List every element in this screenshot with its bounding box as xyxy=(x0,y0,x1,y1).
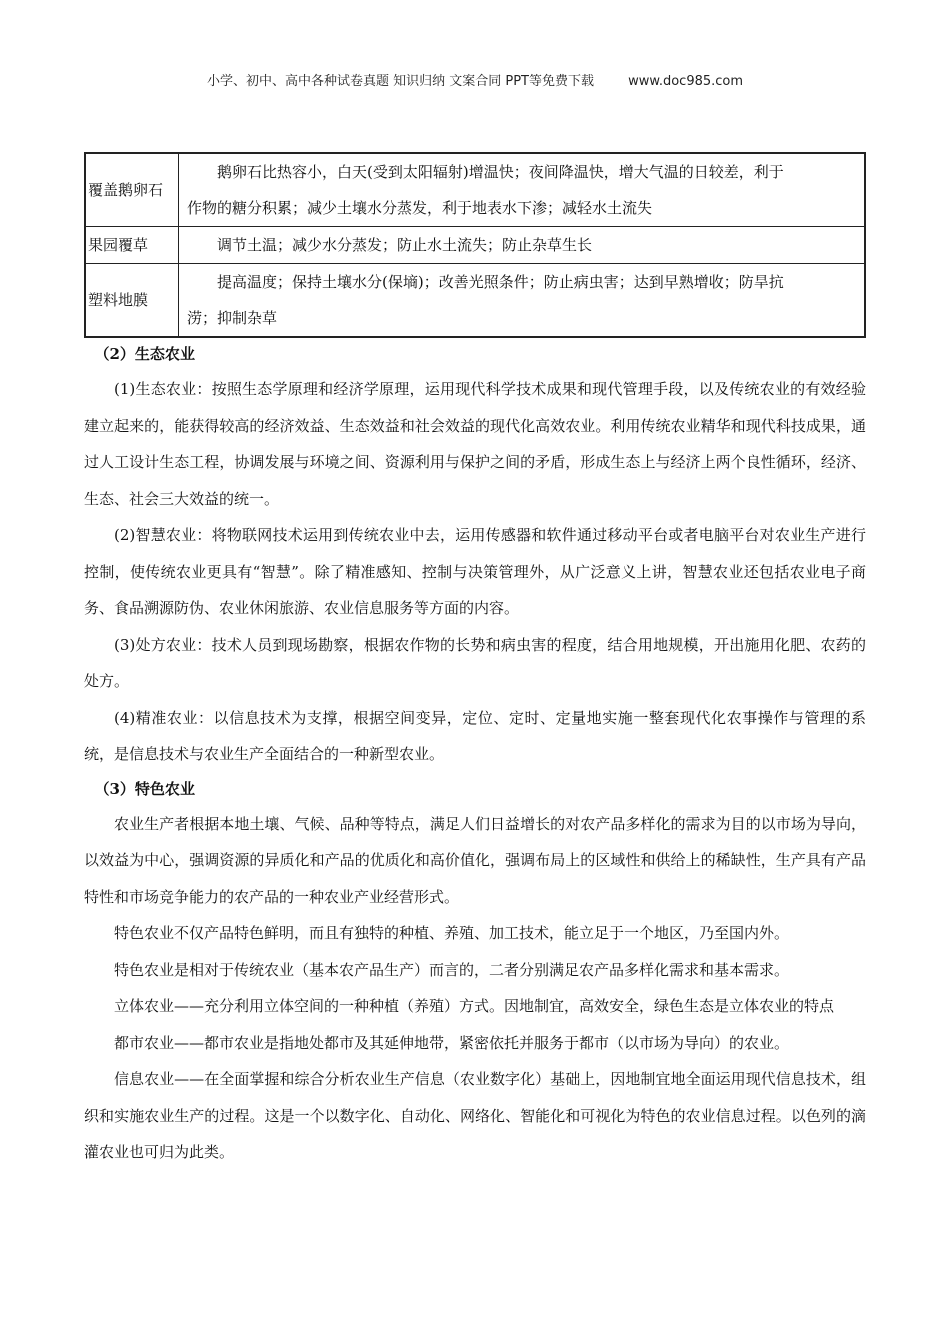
table-row xyxy=(85,264,865,338)
paragraph: 农业生产者根据本地土壤、气候、品种等特点，满足人们日益增长的对农产品多样化的需求为目的以市场为导向，以效益为中心，强调资源的异质化和产品的优质化和高价值化，强调布局上的区域性和供给上的稀缺性，生产具有产品特性和市场竞争能力的农产品的一种农业产业经营形式。 xyxy=(84,814,866,906)
paragraph: (4)精准农业：以信息技术为支撑，根据空间变异，定位、定时、定量地实施一整套现代化农事操作与管理的系统，是信息技术与农业生产全面结合的一种新型农业。 xyxy=(84,708,866,763)
row-name: 塑料地膜 xyxy=(85,264,179,338)
section-heading: （2）生态农业 xyxy=(94,345,195,363)
row-desc-line: 提高温度；保持土壤水分(保墒)；改善光照条件；防止病虫害；达到早熟增收；防旱抗 xyxy=(217,273,784,291)
row-desc xyxy=(179,153,866,227)
paragraph: 信息农业——在全面掌握和综合分析农业生产信息（农业数字化）基础上，因地制宜地全面运用现代信息技术，组织和实施农业生产的过程。这是一个以数字化、自动化、网络化、智能化和可视化为特色的农业信息过程。以色列的滴灌农业也可归为此类。 xyxy=(84,1070,866,1161)
row-name: 覆盖鹅卵石 xyxy=(85,153,179,227)
row-desc xyxy=(179,227,866,264)
table-row xyxy=(85,153,865,227)
row-desc-line: 鹅卵石比热容小，白天(受到太阳辐射)增温快；夜间降温快，增大气温的日较差，利于 xyxy=(217,163,784,181)
header-url[interactable]: www.doc985.com xyxy=(628,74,744,89)
table-row xyxy=(85,227,865,264)
paragraph: (1)生态农业：按照生态学原理和经济学原理，运用现代科学技术成果和现代管理手段，以及传统农业的有效经验建立起来的，能获得较高的经济效益、生态效益和社会效益的现代化高效农业。利用传统农业精华和现代科技成果，通过人工设计生态工程，协调发展与环境之间、资源利用与保护之间的矛盾，形成生态上与经济上两个良性循环，经济、生态、社会三大效益的统一。 xyxy=(84,380,866,508)
measures-table xyxy=(84,152,866,338)
paragraph: 都市农业——都市农业是指地处都市及其延伸地带，紧密依托并服务于都市（以市场为导向）的农业。 xyxy=(114,1033,790,1052)
row-desc-line: 作物的糖分积累；减少土壤水分蒸发，利于地表水下渗；减轻水土流失 xyxy=(187,199,653,217)
header-text: 小学、初中、高中各种试卷真题 知识归纳 文案合同 PPT等免费下载 xyxy=(206,74,594,89)
row-desc xyxy=(179,264,866,338)
page-header xyxy=(0,70,950,89)
paragraph: (3)处方农业：技术人员到现场勘察，根据农作物的长势和病虫害的程度，结合用地规模，开出施用化肥、农药的处方。 xyxy=(84,635,866,690)
row-desc-line: 涝；抑制杂草 xyxy=(187,309,278,327)
paragraph: 特色农业是相对于传统农业（基本农产品生产）而言的，二者分别满足农产品多样化需求和基本需求。 xyxy=(114,960,790,979)
paragraph: 特色农业不仅产品特色鲜明，而且有独特的种植、养殖、加工技术，能立足于一个地区，乃至国内外。 xyxy=(114,924,790,942)
section-heading: （3）特色农业 xyxy=(94,779,195,798)
row-desc-line: 调节土温；减少水分蒸发；防止水土流失；防止杂草生长 xyxy=(217,236,593,254)
row-name: 果园覆草 xyxy=(85,227,179,264)
paragraph: 立体农业——充分利用立体空间的一种种植（养殖）方式。因地制宜，高效安全，绿色生态是立体农业的特点 xyxy=(114,997,835,1015)
paragraph: (2)智慧农业：将物联网技术运用到传统农业中去，运用传感器和软件通过移动平台或者电脑平台对农业生产进行控制，使传统农业更具有“智慧”。除了精准感知、控制与决策管理外，从广泛意义上讲，智慧农业还包括农业电子商务、食品溯源防伪、农业休闲旅游、农业信息服务等方面的内容。 xyxy=(84,526,866,617)
document-body xyxy=(84,338,866,1171)
